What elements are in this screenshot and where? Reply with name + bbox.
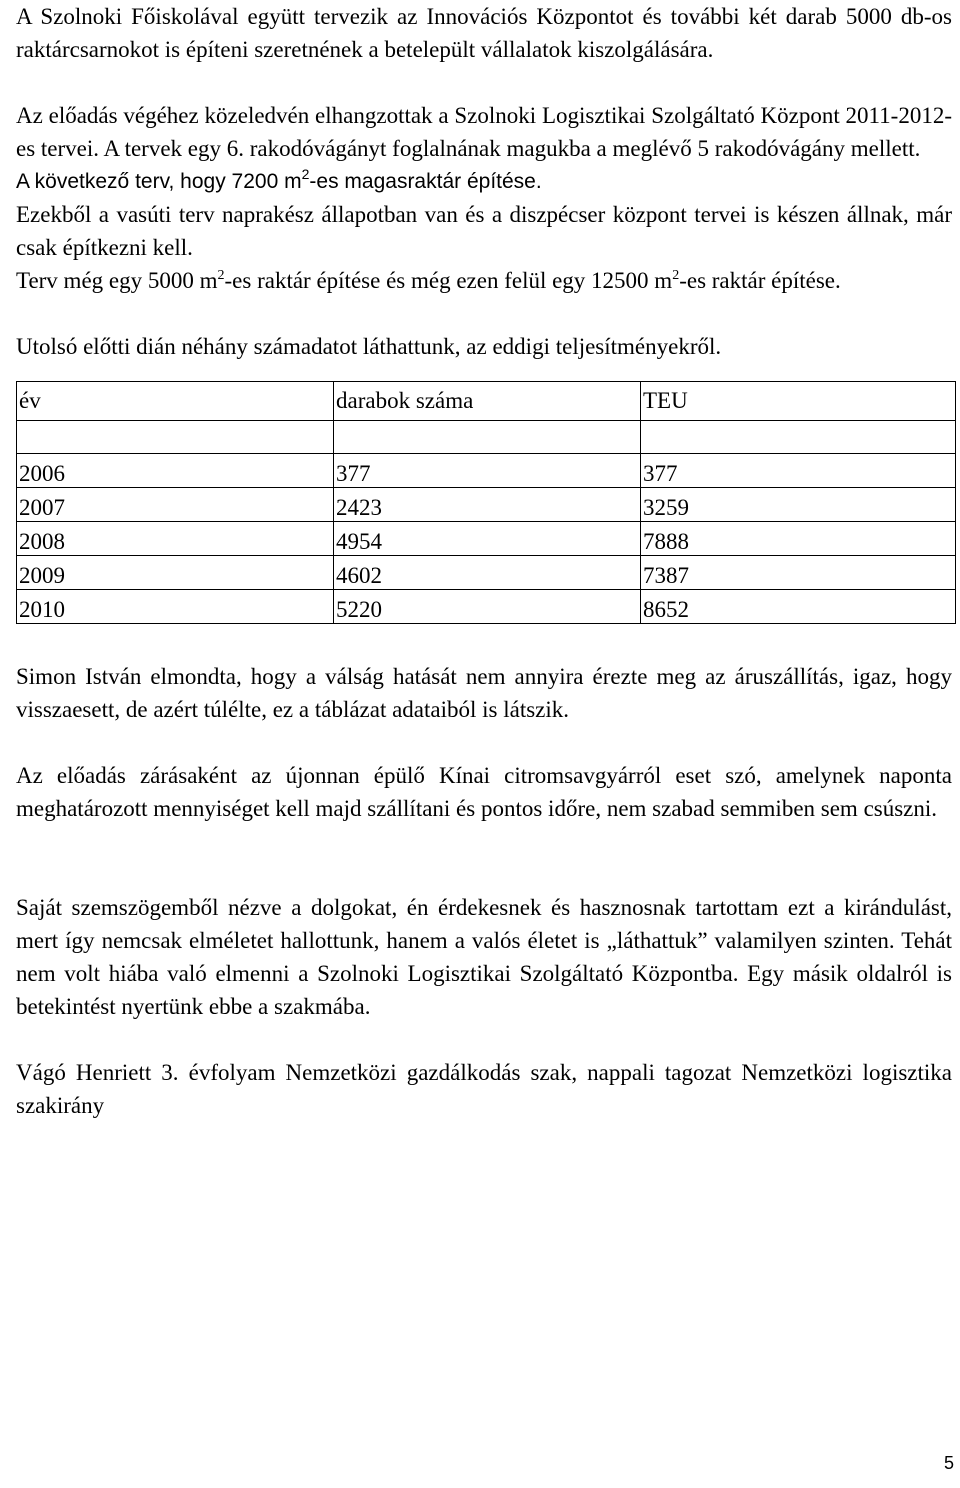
paragraph-high-bay-warehouse: [16, 165, 952, 198]
table-cell-units: 377: [334, 454, 641, 488]
table-cell-year: 2007: [17, 488, 334, 522]
paragraph-innovation-center: A Szolnoki Főiskolával együtt tervezik az Innovációs Központot és további két darab 5000 db-os raktárcsarnokot is építeni szeretnének a betelepült vállalatok kiszolgálására.: [16, 4, 952, 62]
paragraph-statistics-intro: Utolsó előtti dián néhány számadatot láthattunk, az eddigi teljesítményekről.: [16, 334, 722, 359]
table-cell-units: 4602: [334, 556, 641, 590]
table-cell-units: 4954: [334, 522, 641, 556]
table-cell-year: 2010: [17, 590, 334, 624]
table-row: [17, 590, 956, 624]
table-header-teu: TEU: [641, 382, 956, 421]
paragraph-railway-plan: Ezekből a vasúti terv naprakész állapotban van és a diszpécser központ tervei is készen állnak, már csak építkezni kell.: [16, 202, 952, 260]
table-row: [17, 454, 956, 488]
table-cell-teu: 7387: [641, 556, 956, 590]
paragraph-author: Vágó Henriett 3. évfolyam Nemzetközi gazdálkodás szak, nappali tagozat Nemzetközi logisztika szakirány: [16, 1060, 952, 1118]
page-number: 5: [943, 1453, 954, 1473]
paragraph-gap: [16, 66, 952, 99]
superscript: 2: [217, 268, 225, 283]
paragraph-gap: [16, 1023, 952, 1056]
superscript: 2: [672, 268, 680, 283]
table-header-row: [17, 382, 956, 421]
table-row: [17, 488, 956, 522]
paragraph-citric-acid-plant: Az előadás zárásaként az újonnan épülő Kínai citromsavgyárról eset szó, amelynek naponta meghatározott mennyiséget kell majd szállítani és pontos időre, nem szabad semmiben sem csúszni.: [16, 763, 952, 821]
table-cell: [17, 421, 334, 454]
text-segment: -es magasraktár építése.: [309, 170, 542, 193]
paragraph-warehouse-plans: [16, 264, 952, 297]
table-cell-teu: 377: [641, 454, 956, 488]
table-header-year: év: [17, 382, 334, 421]
paragraph-crisis-impact: Simon István elmondta, hogy a válság hatását nem annyira érezte meg az áruszállítás, igaz, hogy visszaesett, de azért túlélte, ez a táblázat adataiból is látszik.: [16, 664, 952, 722]
paragraph-gap: [16, 297, 952, 330]
paragraph-gap: [16, 726, 952, 759]
paragraph-gap: [16, 624, 952, 660]
paragraph-gap: [16, 858, 952, 891]
text-segment: A következő terv, hogy 7200 m: [16, 170, 302, 193]
table-row: [17, 556, 956, 590]
table-cell: [641, 421, 956, 454]
paragraph-plans-2011-2012: Az előadás végéhez közeledvén elhangzottak a Szolnoki Logisztikai Szolgáltató Központ 2011-2012-es tervei. A tervek egy 6. rakodóvágányt foglalnának magukba a meglévő 5 rakodóvágány mellett.: [16, 103, 952, 161]
paragraph-personal-opinion: Saját szemszögemből nézve a dolgokat, én érdekesnek és hasznosnak tartottam ezt a kirándulást, mert így nemcsak elméletet hallottunk, hanem a valós életet is „láthattuk” valamilyen szinten. Tehát nem volt hiába való elmenni a Szolnoki Logisztikai Szolgáltató Központba. Egy másik oldalról is betekintést nyertünk ebbe a szakmába.: [16, 895, 952, 1019]
table-cell-teu: 8652: [641, 590, 956, 624]
table-header-units: darabok száma: [334, 382, 641, 421]
table-row: [17, 522, 956, 556]
table-cell-year: 2006: [17, 454, 334, 488]
paragraph-gap: [16, 825, 952, 858]
superscript: 2: [301, 166, 310, 182]
table-cell-year: 2009: [17, 556, 334, 590]
statistics-table: [16, 381, 956, 624]
text-segment: Terv még egy 5000 m: [16, 268, 218, 293]
table-blank-row: [17, 421, 956, 454]
text-segment: -es raktár építése.: [679, 268, 841, 293]
table-cell-teu: 7888: [641, 522, 956, 556]
table-cell-units: 2423: [334, 488, 641, 522]
table-cell-year: 2008: [17, 522, 334, 556]
table-cell: [334, 421, 641, 454]
table-cell-teu: 3259: [641, 488, 956, 522]
text-segment: -es raktár építése és még ezen felül egy 12500 m: [224, 268, 673, 293]
table-cell-units: 5220: [334, 590, 641, 624]
